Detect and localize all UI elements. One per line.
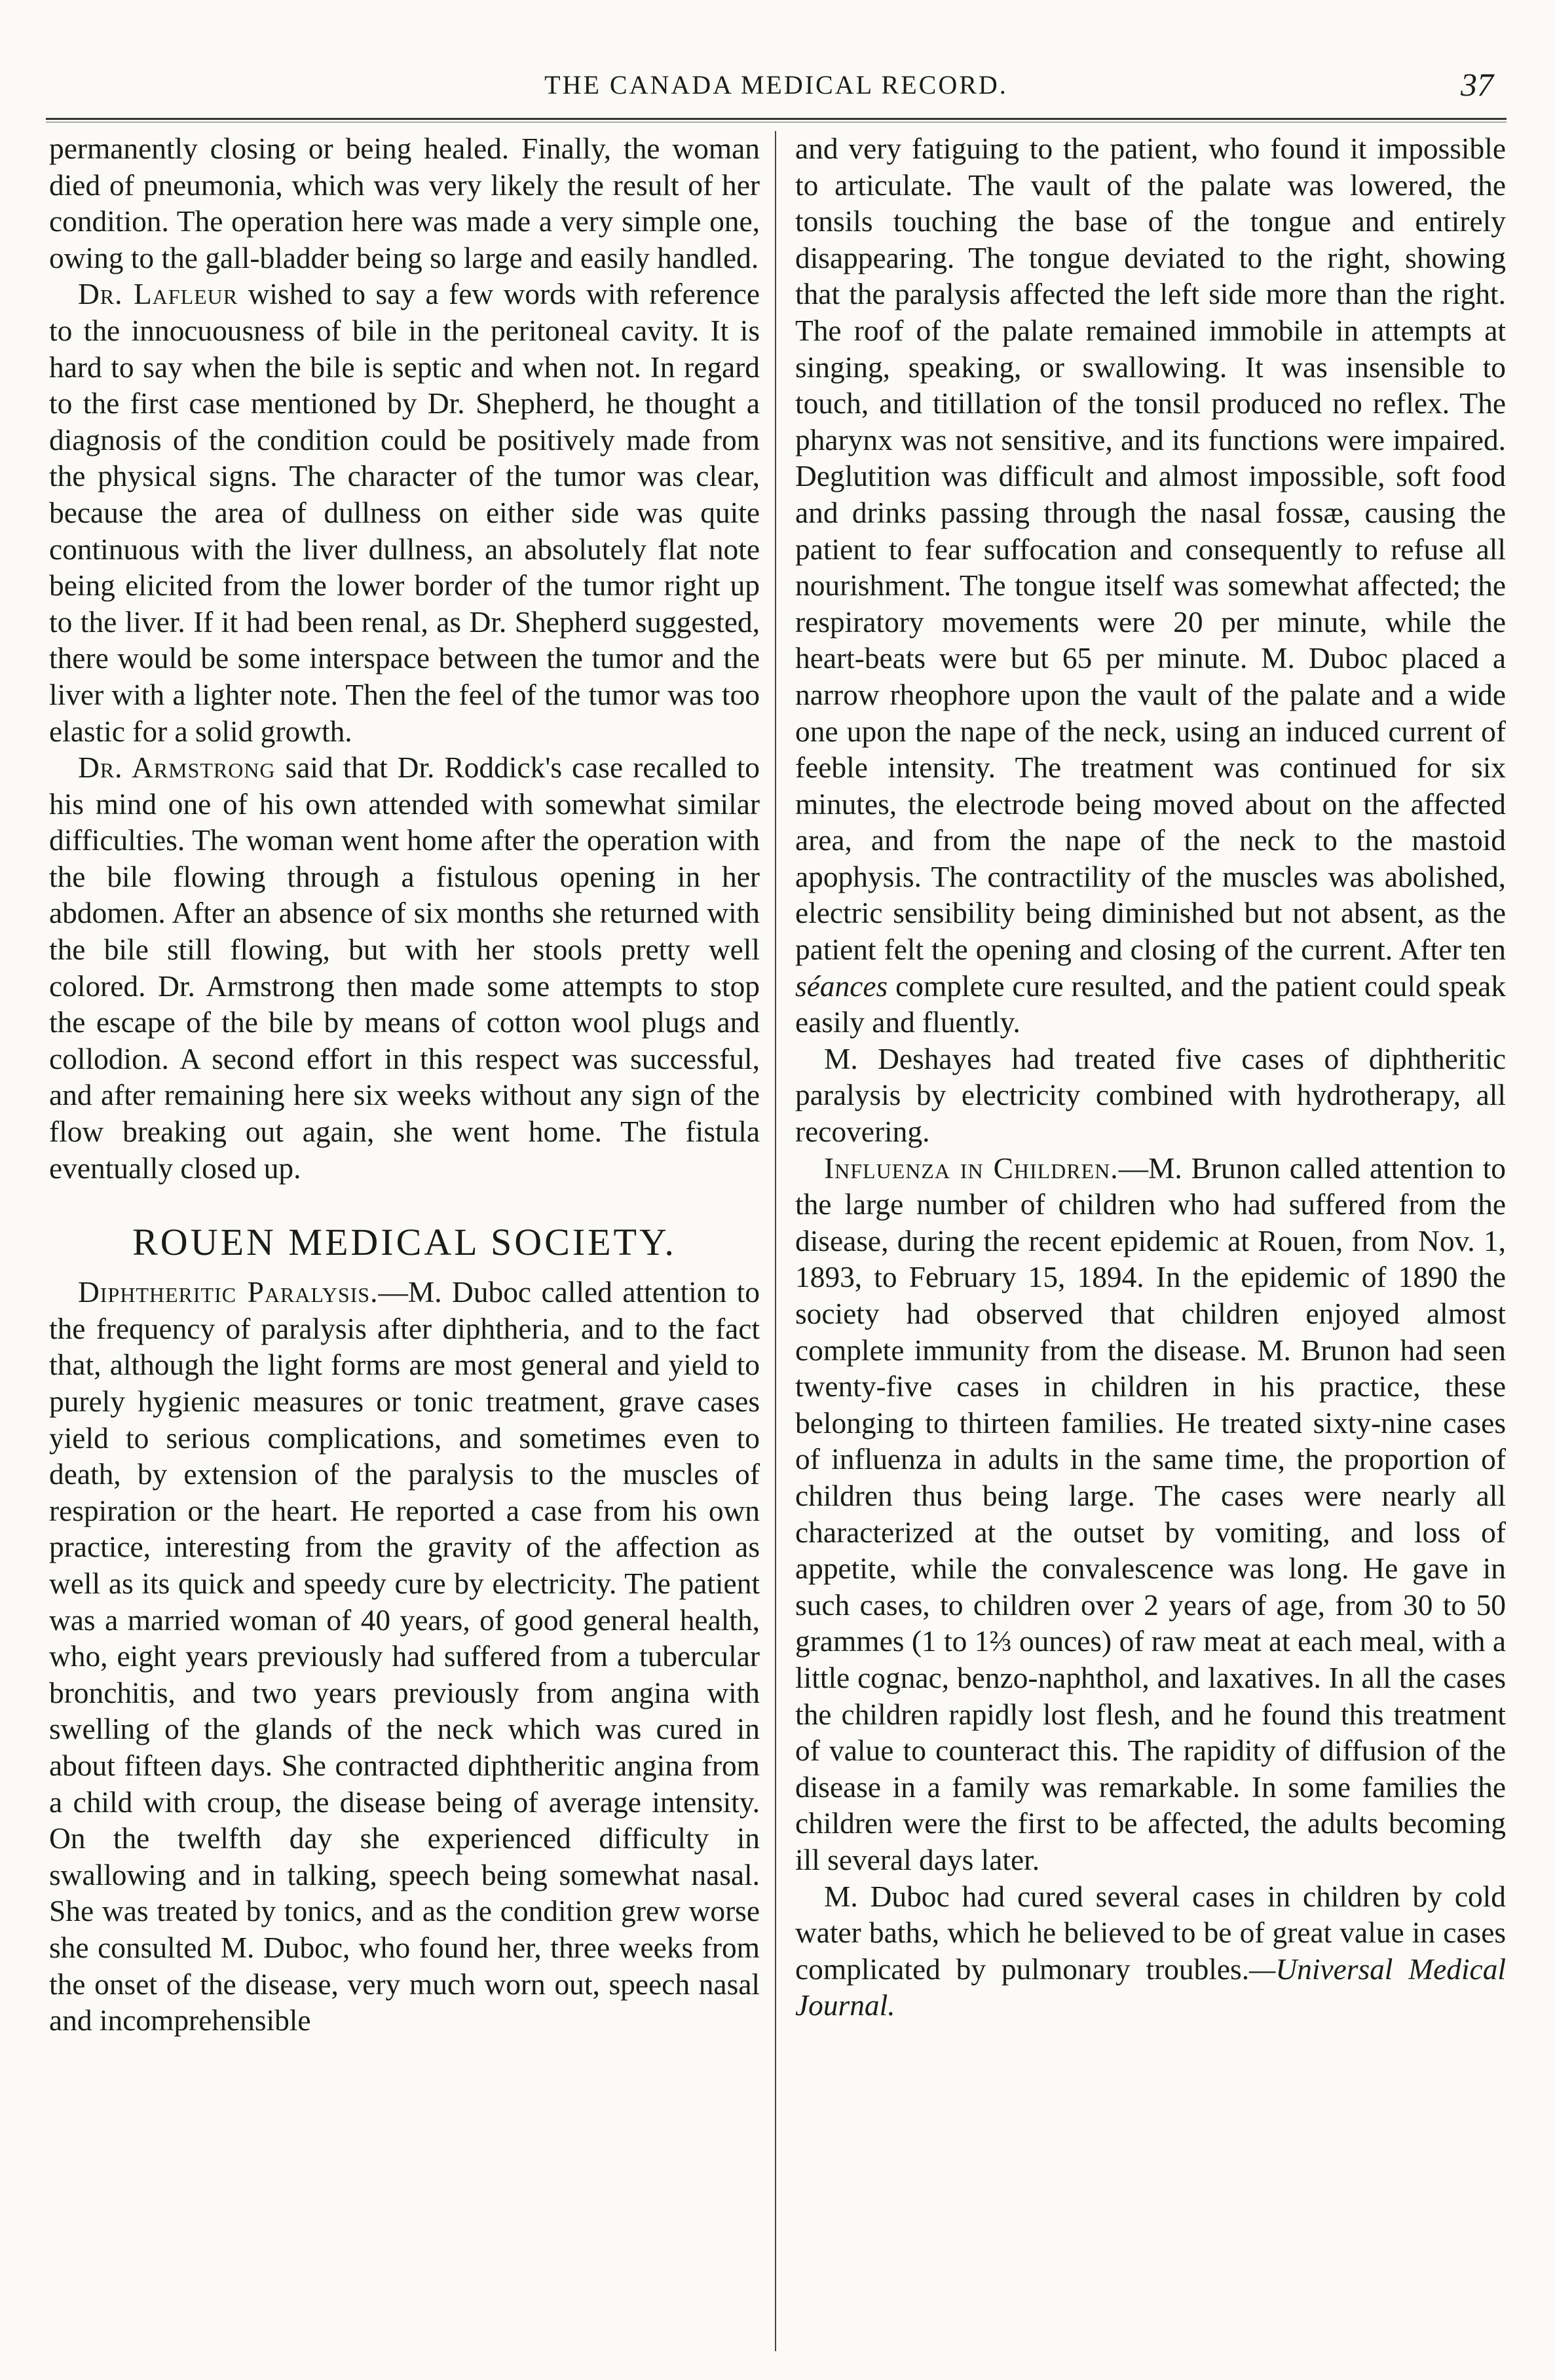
speaker-name: Dr. Lafleur xyxy=(78,278,238,311)
paragraph: M. Deshayes had treated five cases of diphtheritic paralysis by electricity combined with hydrotherapy, all recovering. xyxy=(795,1042,1506,1149)
speaker-name: Dr. Armstrong xyxy=(78,751,276,785)
paragraph xyxy=(49,750,760,1187)
column-divider xyxy=(775,131,776,2351)
paragraph-text: M. Duboc had cured several cases in children by cold water baths, which he believed to be of great value in cases complicated by pulmonary troubles. xyxy=(795,1880,1506,1986)
paragraph-text: and very fatiguing to the patient, who found it impossible to articulate. The vault of the palate was lowered, the tonsils touching the base of the tongue and entirely disappearing. The tongue deviated to the right, showing that the paralysis affected the left side more than the right. The roof of the palate remained immobile in attempts at singing, speaking, or swallowing. It was insensible to touch, and titillation of the tonsil produced no reflex. The pharynx was not sensitive, and its functions were impaired. Deglutition was difficult and almost impossible, soft food and drinks passing through the nasal fossæ, causing the patient to fear suffocation and consequently to refuse all nourishment. The tongue itself was somewhat affected; the respiratory movements were 20 per minute, while the heart-beats were but 65 per minute. M. Duboc placed a narrow rheophore upon the vault of the palate and a wide one upon the nape of the neck, using an induced current of feeble intensity. The treatment was continued for six minutes, the electrode being moved about on the affected area, and from the nape of the neck to the mastoid apophysis. The contractility of the muscles was abolished, electric sensibility being diminished but not absent, as the patient felt the opening and closing of the current. After ten xyxy=(795,132,1506,967)
paragraph xyxy=(49,276,760,750)
paragraph-text: complete cure resulted, and the patient could speak easily and fluently. xyxy=(795,969,1506,1039)
running-title: THE CANADA MEDICAL RECORD. xyxy=(544,70,1008,100)
paragraph xyxy=(49,1274,760,2039)
right-column xyxy=(795,131,1506,2024)
paragraph: permanently closing or being healed. Finally, the woman died of pneumonia, which was very likely the result of her condition. The operation here was made a very simple one, owing to the gall-bladder being so large and easily handled. xyxy=(49,132,760,274)
paragraph-text: said that Dr. Roddick's case recalled to his mind one of his own attended with somewhat similar difficulties. The woman went home after the operation with the bile flowing through a fistulous opening in her abdomen. After an absence of six months she returned with the bile still flowing, but with her stools pretty well colored. Dr. Armstrong then made some attempts to stop the escape of the bile by means of cotton wool plugs and collodion. A second effort in this respect was successful, and after remaining here six weeks without any sign of the flow breaking out again, she went home. The fistula eventually closed up. xyxy=(49,751,760,1185)
paragraph xyxy=(795,1151,1506,1879)
section-title: ROUEN MEDICAL SOCIETY. xyxy=(132,1221,677,1264)
italic-term: séances xyxy=(795,969,888,1003)
source-citation: —Universal Medical Journal. xyxy=(795,1952,1507,2022)
paragraph-text: —M. Brunon called attention to the large number of children who had suffered from the disease, during the recent epidemic at Rouen, from Nov. 1, 1893, to February 15, 1894. In the epidemic of 1890 the society had observed that children enjoyed almost complete immunity from the disease. M. Brunon had seen twenty-five cases in children in his practice, these belonging to thirteen families. He treated sixty-nine cases of influenza in adults in the same time, the proportion of children thus being large. The cases were nearly all characterized at the outset by vomiting, and loss of appetite, while the convalescence was long. He gave in such cases, to children over 2 years of age, from 30 to 50 grammes (1 to 1⅔ ounces) of raw meat at each meal, with a little cognac, benzo-naphthol, and laxatives. In all the cases the children rapidly lost flesh, and he found this treatment of value to counteract this. The rapidity of diffusion of the disease in a family was remarkable. In some families the children were the first to be affected, the adults becoming ill several days later. xyxy=(795,1151,1507,1876)
left-column xyxy=(49,131,760,2039)
subsection-heading: Diphtheritic Paralysis. xyxy=(78,1276,379,1309)
paragraph-text: —M. Duboc called attention to the frequency of paralysis after diphtheria, and to the fact that, although the light forms are most general and yield to purely hygienic measures or tonic treatment, grave cases yield to serious complications, and sometimes even to death, by extension of the paralysis to the muscles of respiration or the heart. He reported a case from his own practice, interesting from the gravity of the affection as well as its quick and speedy cure by electricity. The patient was a married woman of 40 years, of good general health, who, eight years previously had suffered from a tubercular bronchitis, and two years previously from angina with swelling of the glands of the neck which was cured in about fifteen days. She contracted diphtheritic angina from a child with croup, the disease being of average intensity. On the twelfth day she experienced difficulty in swallowing and in talking, speech being somewhat nasal. She was treated by tonics, and as the condition grew worse she consulted M. Duboc, who found her, three weeks from the onset of the disease, very much worn out, speech nasal and incomprehensible xyxy=(49,1276,760,2037)
paragraph xyxy=(795,131,1506,1041)
page-number: 37 xyxy=(1461,66,1493,103)
paragraph xyxy=(795,1879,1506,2024)
page-header xyxy=(46,60,1507,113)
subsection-heading: Influenza in Children. xyxy=(824,1151,1119,1185)
paragraph-text: wished to say a few words with reference to the innocuousness of bile in the peritoneal cavity. It is hard to say when the bile is septic and when not. In regard to the first case mentioned by Dr. Shepherd, he thought a diagnosis of the condition could be positively made from the physical signs. The character of the tumor was clear, because the area of dullness on either side was quite continuous with the liver dullness, an absolutely flat note being elicited from the lower border of the tumor right up to the liver. If it had been renal, as Dr. Shepherd suggested, there would be some interspace between the tumor and the liver with a lighter note. Then the feel of the tumor was too elastic for a solid growth. xyxy=(49,278,760,748)
header-rule xyxy=(46,118,1507,120)
